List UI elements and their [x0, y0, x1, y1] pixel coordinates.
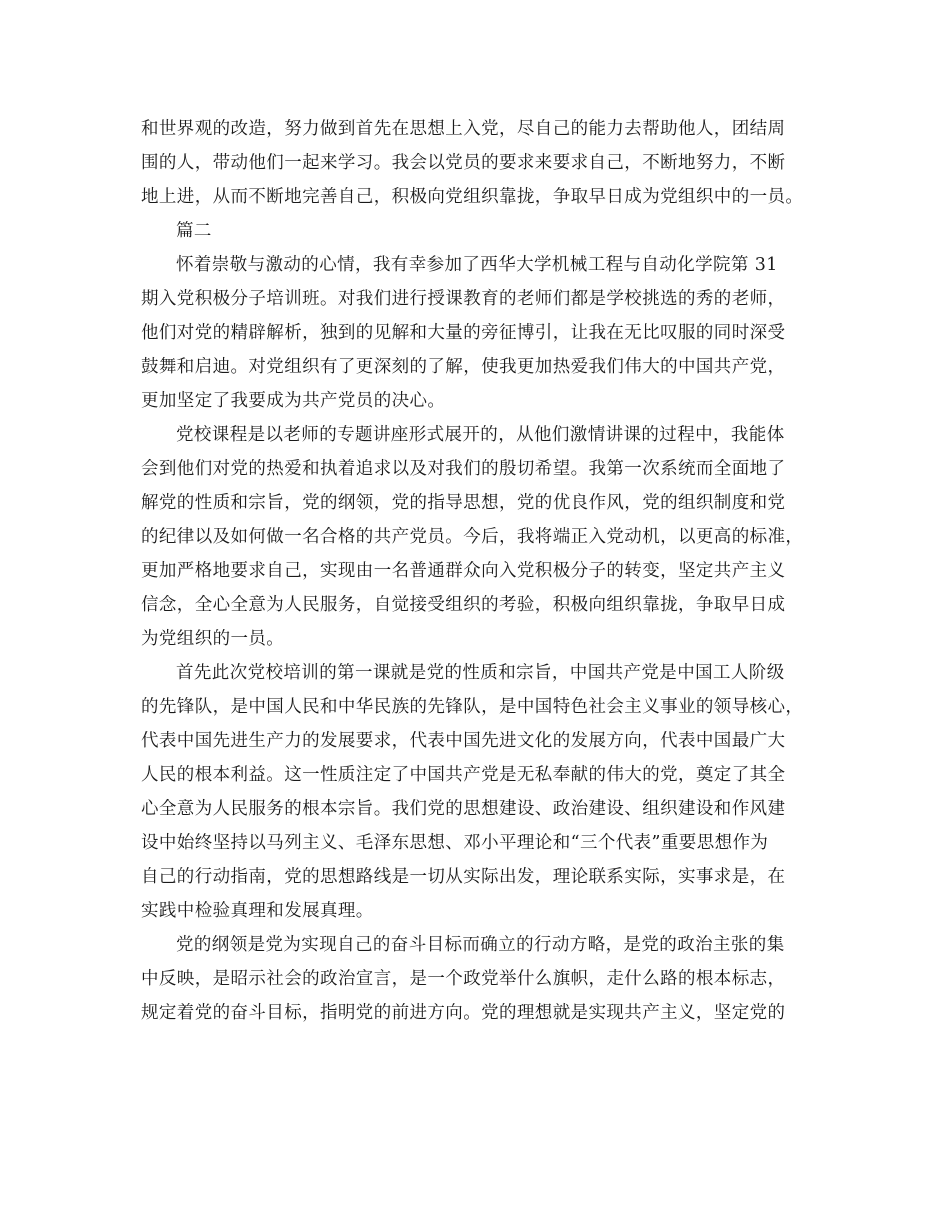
text-line: 人民的根本利益。这一性质注定了中国共产党是无私奉献的伟大的党，奠定了其全	[141, 765, 786, 785]
text-line: 解党的性质和宗旨，党的纲领，党的指导思想，党的优良作风，党的组织制度和党	[141, 493, 786, 513]
text-line: 的先锋队，是中国人民和中华民族的先锋队，是中国特色社会主义事业的领导核心，	[141, 697, 804, 717]
text-line: 为党组织的一员。	[141, 629, 285, 649]
text-line: 自己的行动指南，党的思想路线是一切从实际出发，理论联系实际，实事求是，在	[141, 867, 786, 887]
text-line: 他们对党的精辟解析，独到的见解和大量的旁征博引，让我在无比叹服的同时深受	[141, 323, 786, 343]
text-line: 鼓舞和启迪。对党组织有了更深刻的了解，使我更加热爱我们伟大的中国共产党，	[141, 357, 786, 377]
text-line: 设中始终坚持以马列主义、毛泽东思想、邓小平理论和“三个代表”重要思想作为	[141, 833, 769, 853]
text-line: 中反映，是昭示社会的政治宣言，是一个政党举什么旗帜，走什么路的根本标志，	[141, 969, 786, 989]
text-line: 代表中国先进生产力的发展要求，代表中国先进文化的发展方向，代表中国最广大	[141, 731, 786, 751]
text-line: 规定着党的奋斗目标，指明党的前进方向。党的理想就是实现共产主义，坚定党的	[141, 1003, 786, 1023]
text-line: 党校课程是以老师的专题讲座形式展开的，从他们激情讲课的过程中，我能体	[176, 425, 785, 445]
text-line: 心全意为人民服务的根本宗旨。我们党的思想建设、政治建设、组织建设和作风建	[141, 799, 786, 819]
text-line: 实践中检验真理和发展真理。	[141, 901, 374, 921]
text-line: 党的纲领是党为实现自己的奋斗目标而确立的行动方略，是党的政治主张的集	[176, 935, 785, 955]
text-line: 会到他们对党的热爱和执着追求以及对我们的殷切希望。我第一次系统而全面地了	[141, 459, 786, 479]
text-line: 篇二	[176, 221, 212, 241]
text-line: 的纪律以及如何做一名合格的共产党员。今后，我将端正入党动机，以更高的标准，	[141, 527, 804, 547]
text-line: 围的人，带动他们一起来学习。我会以党员的要求来要求自己，不断地努力，不断	[141, 153, 786, 173]
text-line: 更加坚定了我要成为共产党员的决心。	[141, 391, 446, 411]
text-line: 怀着崇敬与激动的心情，我有幸参加了西华大学机械工程与自动化学院第 31	[176, 255, 778, 275]
text-line: 和世界观的改造，努力做到首先在思想上入党，尽自己的能力去帮助他人，团结周	[141, 119, 786, 139]
text-line: 期入党积极分子培训班。对我们进行授课教育的老师们都是学校挑选的秀的老师，	[141, 289, 786, 309]
text-line: 地上进，从而不断地完善自己，积极向党组织靠拢，争取早日成为党组织中的一员。	[141, 187, 804, 207]
text-line: 信念，全心全意为人民服务，自觉接受组织的考验，积极向组织靠拢，争取早日成	[141, 595, 786, 615]
document-body	[141, 112, 811, 1030]
text-line: 首先此次党校培训的第一课就是党的性质和宗旨，中国共产党是中国工人阶级	[176, 663, 785, 683]
text-line: 更加严格地要求自己，实现由一名普通群众向入党积极分子的转变，坚定共产主义	[141, 561, 786, 581]
